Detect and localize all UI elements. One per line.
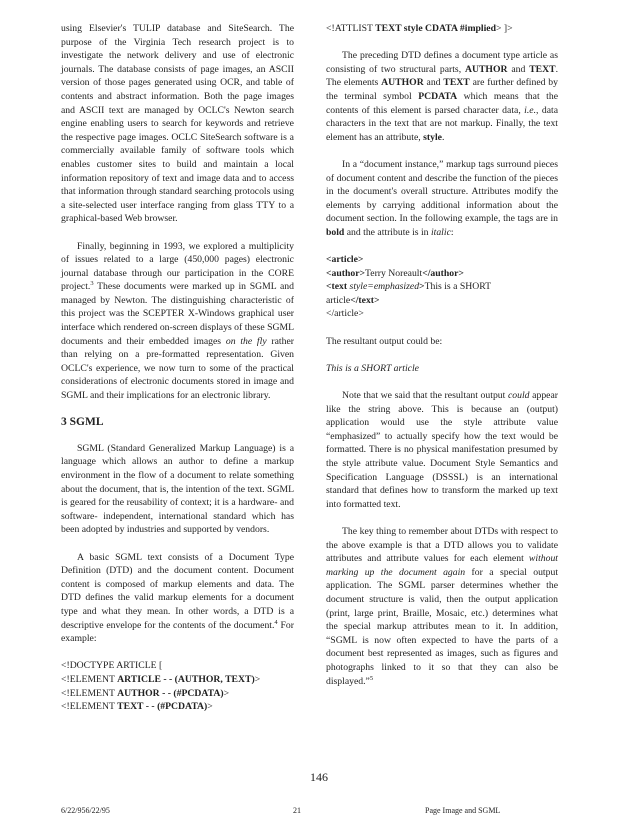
- left-paragraph-1: [61, 22, 294, 226]
- text-run: In a “document instance,” markup tags surround pieces of document content and describe the function of the pieces in the document's overall structure. Attributes modify the elements by carrying additional information about the document section. In the following example, the tags are in: [326, 158, 558, 225]
- text-run: italic: [430, 226, 451, 238]
- text-run: TEXT: [529, 63, 556, 75]
- text-run: style: [423, 131, 442, 143]
- text-run: i.e.: [524, 104, 537, 116]
- text-run: <!DOCTYPE ARTICLE [: [61, 660, 163, 672]
- text-run: bold: [326, 226, 345, 238]
- text-run: <!ELEMENT: [61, 687, 118, 699]
- text-run: <text: [326, 281, 350, 293]
- attlist-line: [326, 22, 558, 36]
- text-run: <article>: [326, 254, 364, 266]
- text-run: AUTHOR: [464, 63, 508, 75]
- text-run: >: [223, 687, 230, 699]
- text-run: and the attribute is in: [344, 226, 431, 238]
- text-run: For example:: [61, 619, 294, 645]
- text-run: This is a SHORT: [424, 281, 492, 293]
- markup-example: [326, 253, 558, 321]
- text-run: and: [423, 77, 444, 89]
- footer-number: 21: [293, 806, 301, 815]
- left-paragraph-2: [61, 240, 294, 403]
- text-run: The key thing to remember about DTDs with respect to the above example is that a DTD allows you to validate attributes and attribute values for each element: [326, 525, 558, 565]
- text-run: :: [450, 226, 454, 238]
- text-run: Note that we said that the resultant output: [342, 390, 508, 402]
- text-run: without marking up the document again: [326, 553, 558, 578]
- text-run: >: [419, 281, 425, 293]
- right-paragraph-1: [326, 49, 558, 144]
- page-number: 146: [310, 770, 328, 784]
- text-run: These documents were marked up in SGML and managed by Newton. The distinguishing characteristic of this project was the SCEPTER X-Windows graphical user interface which rendered on-screen displays of these SGML documents and their embedded images: [61, 281, 294, 347]
- output-example: [326, 362, 558, 376]
- right-paragraph-4: [326, 525, 558, 688]
- code-line: [326, 294, 558, 308]
- code-line: [61, 700, 294, 714]
- text-run: SGML (Standard Generalized Markup Language) is a language which allows an author to define a markup environment in the flow of a document to relate something about the document, that is, the intention of the text. SGML is geared for the reusability of context; it is a hardware- and software- independent, international standard which has been adopted by industries and supported by vendors.: [61, 442, 294, 536]
- text-run: 3: [90, 280, 94, 288]
- text-run: AUTHOR: [381, 77, 424, 89]
- text-run: style=emphasized: [349, 281, 420, 293]
- text-run: <!ATTLIST: [326, 23, 376, 34]
- text-run: and: [507, 63, 530, 75]
- right-column: [326, 22, 558, 702]
- text-run: .: [441, 131, 445, 143]
- right-paragraph-3: [326, 389, 558, 511]
- code-line: [326, 253, 558, 267]
- text-run: ARTICLE - - (AUTHOR, TEXT): [117, 673, 255, 685]
- text-run: Terry Noreault: [365, 267, 423, 279]
- footer-title: Page Image and SGML: [425, 806, 501, 815]
- text-run: 4: [274, 618, 278, 626]
- dtd-code-block: [61, 659, 294, 713]
- right-paragraph-2: [326, 158, 558, 240]
- code-line: [61, 687, 294, 701]
- text-run: > ]>: [496, 23, 513, 34]
- left-column: [61, 22, 294, 714]
- text-run: appear like the string above. This is because an (output) application would use the style attribute value “emphasized” to actually specify how the text would be formatted. There is no physical manifestation presumed by the style attribute value. Document Style Semantics and Specification Language (DSSSL) is an international standard that defines how to transform the marked up text into formatted text.: [326, 390, 558, 510]
- text-run: article: [326, 294, 351, 306]
- text-run: <author>: [326, 267, 366, 279]
- text-run: . The elements: [326, 63, 558, 89]
- left-paragraph-3: [61, 442, 294, 537]
- text-run: could: [507, 390, 530, 402]
- text-run: </author>: [422, 267, 464, 279]
- text-run: TEXT - - (#PCDATA): [117, 701, 208, 713]
- text-run: >: [254, 673, 261, 685]
- text-run: for a special output application. The SGML parser determines whether the document structure is valid, then the output application (print, large print, Braille, Mosaic, etc.) determines what the special markup attributes mean to it. In addition, “SGML is now often expected to have the parts of a document best represented as images, such as figures and photographs linked to it so that they can also be displayed.”: [326, 566, 559, 687]
- text-run: <!ELEMENT: [61, 673, 118, 685]
- text-run: AUTHOR - - (#PCDATA): [117, 687, 224, 699]
- section-heading: 3 SGML: [61, 416, 104, 429]
- code-line: [61, 659, 294, 673]
- text-run: rather than relying on a pre-formatted representation. Given OCLC's experience, we now turn to some of the practical considerations of electronic documents stored in image and SGML and their implications for an electronic library.: [61, 335, 294, 402]
- text-run: This is a SHORT article: [326, 362, 419, 374]
- text-run: using Elsevier's TULIP database and SiteSearch. The purpose of the Virginia Tech research project is to investigate the network delivery and use of electronic journals. The database consists of page images, an ASCII version of those pages generated using OCR, and table of contents and abstract information. Both the page images and ASCII text are managed by OCLC's Newton search engine enabling users to search for keywords and retrieve the respective page images. OCLC SiteSearch software is a commercially available family of software tools which enables customer sites to build and maintain a local information repository of text and image data and to access that information through standard searching protocols using a site-selected user interface ranging from glass TTY to a graphical-based Web browser.: [61, 23, 294, 225]
- code-line: [61, 673, 294, 687]
- text-run: which means that the contents of this element is parsed character data,: [326, 90, 558, 116]
- text-run: The resultant output could be:: [326, 335, 443, 347]
- output-intro: [326, 335, 558, 349]
- text-run: A basic SGML text consists of a Document Type Definition (DTD) and the document content. Document content is composed of markup elements and data. The DTD defines the valid markup elements for a document type and what they mean. In other words, a DTD is a descriptive envelope for the contents of the document.: [61, 551, 294, 631]
- text-run: 5: [369, 674, 374, 682]
- text-run: Finally, beginning in 1993, we explored a multiplicity of issues related to a large (450,000 pages) electronic journal database through our participation in the CORE project.: [61, 240, 294, 293]
- text-run: on the fly: [225, 335, 267, 347]
- text-run: </text>: [350, 294, 380, 306]
- code-line: [326, 280, 558, 294]
- text-run: TEXT: [443, 77, 470, 89]
- left-paragraph-4: [61, 551, 294, 646]
- text-run: are further defined by the terminal symbol: [326, 77, 558, 102]
- text-run: The preceding DTD defines a document type article as consisting of two structural parts,: [326, 50, 558, 75]
- text-run: <!ELEMENT: [61, 701, 118, 713]
- text-run: PCDATA: [418, 90, 458, 102]
- code-line: [326, 267, 558, 281]
- footer-date: 6/22/956/22/95: [61, 806, 110, 815]
- text-run: TEXT style CDATA #implied: [375, 23, 496, 34]
- code-line: [326, 307, 558, 321]
- text-run: , data characters in the text that are not markup. Finally, the text element has an attribute,: [326, 104, 558, 143]
- text-run: >: [207, 701, 213, 713]
- text-run: </article>: [326, 308, 364, 320]
